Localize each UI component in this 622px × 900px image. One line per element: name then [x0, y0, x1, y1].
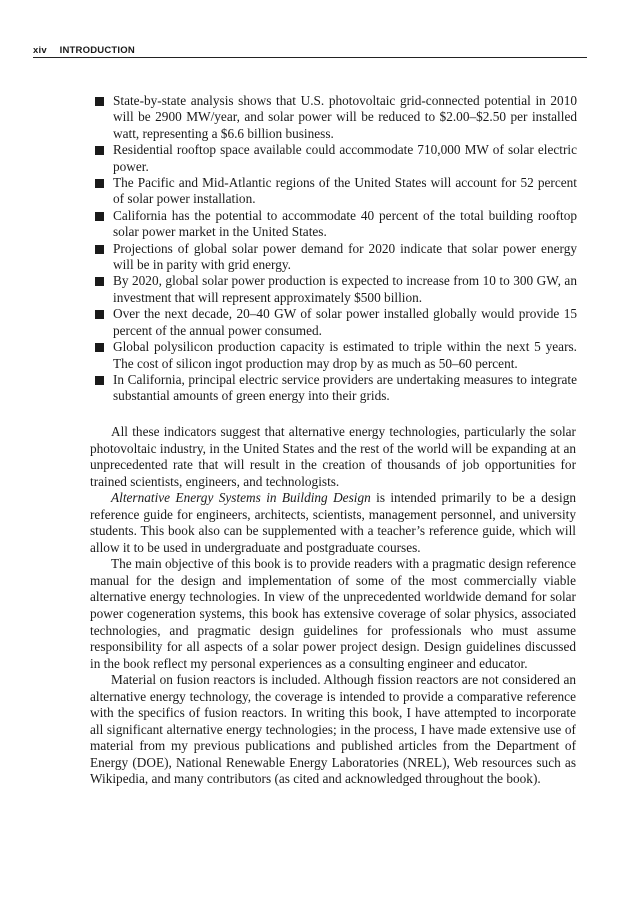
bullet-text: In California, principal electric service providers are undertaking measures to integrate substantial amounts of green energy into their grids.: [113, 371, 577, 404]
bullet-item: [95, 372, 577, 405]
square-bullet-icon: [95, 179, 104, 188]
square-bullet-icon: [95, 376, 104, 385]
paragraph-objective: The main objective of this book is to provide readers with a pragmatic design reference manual for the design and implementation of some of the most commercially viable alternative energy technologies. In view of the unprecedented worldwide demand for solar power cogeneration systems, this book has extensive coverage of solar physics, associated technologies, and pragmatic design guidelines for professionals who must assume responsibility for all aspects of a solar power project design. Design guidelines discussed in the book reflect my personal experiences as a consulting engineer and educator.: [90, 556, 576, 671]
square-bullet-icon: [95, 97, 104, 106]
bullet-item: [95, 142, 577, 175]
bullet-item: [95, 339, 577, 372]
bullet-text: Residential rooftop space available could accommodate 710,000 MW of solar electric power.: [113, 142, 577, 174]
bullet-item: [95, 175, 577, 208]
bullet-text: State-by-state analysis shows that U.S. photovoltaic grid-connected potential in 2010 will be 2900 MW/year, and solar power will be reduced to $2.00–$2.50 per installed watt, representing a $6.6 billion business.: [113, 93, 577, 141]
square-bullet-icon: [95, 277, 104, 286]
body-text: [90, 424, 576, 788]
bullet-text: By 2020, global solar power production is expected to increase from 10 to 300 GW, an investment that will represent approximately $500 billion.: [113, 273, 577, 305]
paragraph-book-purpose: [90, 490, 576, 556]
square-bullet-icon: [95, 245, 104, 254]
bullet-item: [95, 208, 577, 241]
bullet-text: California has the potential to accommodate 40 percent of the total building rooftop solar power market in the United States.: [113, 207, 577, 240]
paragraph-indicators: All these indicators suggest that alternative energy technologies, particularly the solar photovoltaic industry, in the United States and the rest of the world will be expanding at an unprecedented rate that will result in the creation of thousands of job opportunities for trained scientists, engineers, and technologists.: [90, 424, 576, 489]
running-header: [33, 45, 587, 58]
bullet-text: Over the next decade, 20–40 GW of solar power installed globally would provide 15 percent of the annual power consumed.: [113, 306, 577, 338]
square-bullet-icon: [95, 212, 104, 221]
section-title: INTRODUCTION: [59, 45, 135, 56]
bullet-item: [95, 306, 577, 339]
bullet-item: [95, 273, 577, 306]
bullet-item: [95, 241, 577, 274]
square-bullet-icon: [95, 146, 104, 155]
square-bullet-icon: [95, 310, 104, 319]
page-number: xiv: [33, 45, 47, 56]
paragraph-fusion: Material on fusion reactors is included. Although fission reactors are not considered an alternative energy technology, the coverage is intended to provide a comparative reference with the specifics of fusion reactors. In writing this book, I have attempted to incorporate all significant alternative energy technologies; in the process, I have made extensive use of material from my previous publications and published articles from the Department of Energy (DOE), National Renewable Energy Laboratories (NREL), Web resources such as Wikipedia, and many contributors (as cited and acknowledged throughout the book).: [90, 672, 576, 787]
bullet-item: [95, 93, 577, 142]
bullet-text: Global polysilicon production capacity is estimated to triple within the next 5 years. The cost of silicon ingot production may drop by as much as 50–60 percent.: [113, 339, 577, 371]
bullet-text: The Pacific and Mid-Atlantic regions of the United States will account for 52 percent of solar power installation.: [113, 175, 577, 207]
indicator-bullet-list: [95, 93, 577, 405]
bullet-text: Projections of global solar power demand for 2020 indicate that solar power energy will be in parity with grid energy.: [113, 240, 577, 273]
paragraph-text: is intended primarily to be a design reference guide for engineers, architects, scientists, management personnel, and university students. This book also can be supplemented with a teacher’s reference guide, which will allow it to be used in undergraduate and postgraduate courses.: [90, 490, 576, 555]
square-bullet-icon: [95, 343, 104, 352]
book-title: Alternative Energy Systems in Building Design: [111, 490, 371, 506]
